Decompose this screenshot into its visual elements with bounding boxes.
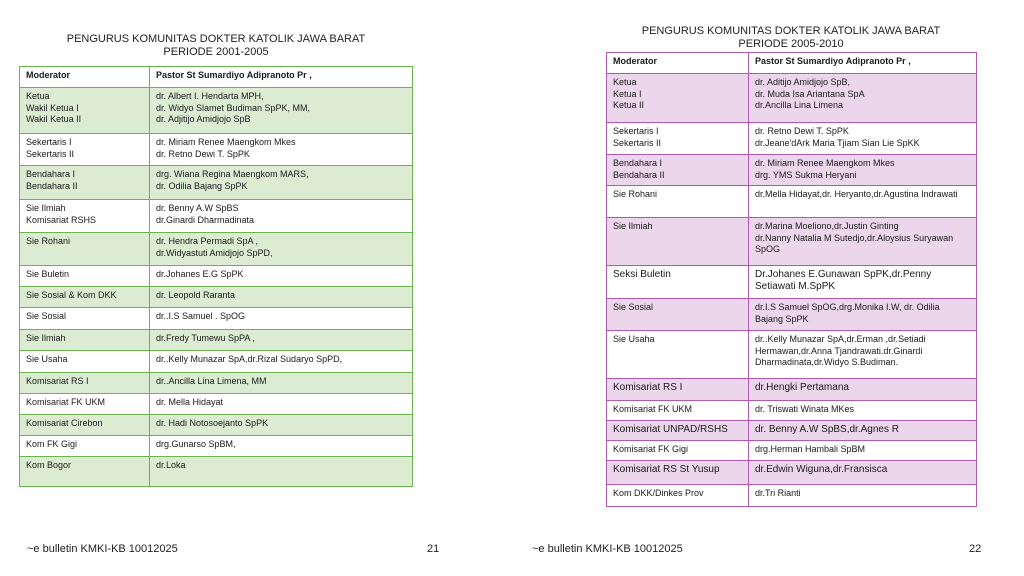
role-text: Bendahara II [613,169,665,180]
role-text: Ketua II [613,100,645,110]
names-cell [150,88,413,134]
name-text: dr. Benny A.W SpBS,dr.Agnes R [755,424,899,435]
names-cell [749,74,977,123]
name-text: dr..I.S Samuel . SpOG [156,311,246,321]
title-line: PERIODE 2005-2010 [738,38,844,50]
name-text: drg. Wiana Regina Maengkom MARS, [156,169,309,179]
names-cell [749,461,977,485]
table-row [20,233,413,266]
table-row [607,401,977,421]
role-text: Sie Ilmiah [26,203,66,213]
role-text: Wakil Ketua II [26,114,82,124]
name-text: dr.I.S Samuel SpOG,drg.Monika I.W, dr. Odilia Bajang SpPK [755,302,940,324]
role-text: Sie Usaha [613,334,655,344]
role-text: Komisariat FK UKM [613,404,693,414]
role-cell [607,266,749,299]
name-text: dr..Ancilla Lina Limena, MM [156,376,267,386]
name-text: dr. Leopold Raranta [156,290,236,300]
role-text: Sie Rohani [613,189,658,199]
name-text: dr.Loka [156,460,186,470]
table-row [607,74,977,123]
name-text: dr..Kelly Munazar SpA,dr.Erman ,dr.Setiadi Hermawan,dr.Anna Tjandrawati.dr.Ginardi Dharmadinata,dr.Widyo S.Budiman. [755,334,926,367]
names-cell [749,299,977,331]
name-text: dr. Triswati Winata MKes [755,404,855,414]
role-cell [607,155,749,186]
role-cell [20,266,150,287]
names-cell [150,200,413,233]
table-row [607,485,977,507]
role-text: Komisariat RS I [26,376,89,386]
table-row [20,266,413,287]
name-text: dr. Retno Dewi T. SpPK [156,148,250,159]
role-text: Sie Usaha [26,354,68,364]
role-text: Komisariat RS I [613,382,683,393]
table-row [20,166,413,200]
role-cell [607,441,749,461]
name-text: dr. Aditijo Amidjojo SpB, [755,77,851,87]
role-text: Bendahara I [26,169,76,179]
names-cell [749,331,977,379]
role-text: Sekertaris I [613,126,659,136]
name-text: drg. YMS Sukma Heryani [755,169,857,180]
role-text: Sie Sosial & Kom DKK [26,290,117,300]
name-text: dr. Adjitijo Amidjojo SpB [156,114,251,124]
name-text: dr..Kelly Munazar SpA,dr.Rizal Sudaryo SpPD, [156,354,343,364]
names-cell [150,351,413,373]
footer-bulletin-right: ~e bulletin KMKI-KB 10012025 [532,543,683,555]
table-row [20,88,413,134]
names-cell [749,186,977,218]
role-text: Ketua [613,77,637,87]
table-row [20,308,413,330]
role-cell [20,457,150,487]
name-text: dr. Widyo Slamet Budiman SpPK, MM, [156,102,311,113]
role-cell [20,436,150,457]
role-cell [607,401,749,421]
role-text: Kom Bogor [26,460,72,470]
name-text: dr.Ginardi Dharmadinata [156,214,255,225]
table-row [20,287,413,308]
table-row [20,134,413,166]
role-cell [20,134,150,166]
role-text: Komisariat RSHS [26,214,97,225]
role-text: Sie Ilmiah [613,221,653,231]
role-text: Ketua I [613,88,642,99]
name-text: dr.Nanny Natalia M Sutedjo,dr.Aloysius Suryawan SpOG [755,232,954,254]
table-header-row [607,53,977,74]
page-title-left [20,33,412,59]
role-cell [607,379,749,401]
role-cell [20,166,150,200]
role-text: Sie Sosial [613,302,654,312]
role-cell [20,351,150,373]
title-line: PERIODE 2001-2005 [163,46,269,58]
names-cell [150,287,413,308]
names-cell [150,308,413,330]
names-cell [749,401,977,421]
header-role-cell: Moderator [607,53,749,74]
role-cell [20,394,150,415]
table-row [607,379,977,401]
role-text: Sekertaris I [26,137,72,147]
role-text: Sie Ilmiah [26,333,66,343]
name-text: dr. Benny A.W SpBS [156,203,239,213]
role-cell [20,373,150,394]
page-title-right [606,25,976,51]
name-text: dr. Mella Hidayat [156,397,224,407]
name-text: dr. Hendra Permadi SpA , [156,236,259,246]
table-row [20,351,413,373]
role-text: Bendahara II [26,180,78,191]
table-row [607,266,977,299]
table-row [20,415,413,436]
role-cell [20,88,150,134]
table-header-row [20,67,413,88]
names-cell [749,218,977,266]
names-cell [749,266,977,299]
role-cell [607,299,749,331]
table-row [607,331,977,379]
names-cell [150,166,413,200]
name-text: dr.Johanes E.G SpPK [156,269,244,279]
names-cell [749,441,977,461]
header-names-cell: Pastor St Sumardiyo Adipranoto Pr , [749,53,977,74]
role-text: Komisariat Cirebon [26,418,103,428]
name-text: Dr.Johanes E.Gunawan SpPK,dr.Penny Setiawati M.SpPK [755,269,932,292]
name-text: dr. Miriam Renee Maengkom Mkes [755,158,895,168]
footer-bulletin-left: ~e bulletin KMKI-KB 10012025 [27,543,178,555]
table-row [20,394,413,415]
role-cell [20,200,150,233]
names-cell [150,266,413,287]
page-number-left: 21 [427,543,440,555]
role-cell [607,461,749,485]
role-text: Komisariat FK Gigi [613,444,689,454]
name-text: dr.Tri Rianti [755,488,801,498]
title-line: PENGURUS KOMUNITAS DOKTER KATOLIK JAWA BARAT [641,25,941,37]
role-cell [607,485,749,507]
role-cell [20,287,150,308]
names-cell [150,436,413,457]
names-cell [749,379,977,401]
role-text: Wakil Ketua I [26,102,79,113]
header-role-cell: Moderator [20,67,150,88]
role-text: Komisariat FK UKM [26,397,106,407]
names-cell [150,330,413,351]
table-row [607,421,977,441]
name-text: drg.Herman Hambali SpBM [755,444,866,454]
role-text: Sie Sosial [26,311,67,321]
role-text: Sekertaris II [613,137,662,148]
table-row [20,373,413,394]
role-text: Kom DKK/Dinkes Prov [613,488,704,498]
role-text: Ketua [26,91,50,101]
role-cell [607,74,749,123]
names-cell [150,394,413,415]
role-cell [607,123,749,155]
role-cell [607,421,749,441]
name-text: dr.Mella Hidayat,dr. Heryanto,dr.Agustina Indrawati [755,189,958,199]
name-text: dr.Widyastuti Amidjojo SpPD, [156,247,273,258]
table-row [607,186,977,218]
name-text: dr. Hadi Notosoejanto SpPK [156,418,269,428]
names-cell [749,155,977,186]
role-cell [20,233,150,266]
names-cell [749,421,977,441]
table-row [20,330,413,351]
header-names-cell: Pastor St Sumardiyo Adipranoto Pr , [150,67,413,88]
names-cell [150,134,413,166]
role-cell [20,308,150,330]
name-text: dr. Albert I. Hendarta MPH, [156,91,264,101]
role-cell [20,415,150,436]
name-text: dr. Miriam Renee Maengkom Mkes [156,137,296,147]
name-text: dr.Edwin Wiguna,dr.Fransisca [755,464,888,475]
title-line: PENGURUS KOMUNITAS DOKTER KATOLIK JAWA BARAT [66,33,366,45]
name-text: drg.Gunarso SpBM, [156,439,236,449]
role-cell [20,330,150,351]
role-text: Seksi Buletin [613,269,671,280]
role-cell [607,331,749,379]
names-cell [150,415,413,436]
table-row [607,155,977,186]
role-text: Sekertaris II [26,148,75,159]
table-row [20,200,413,233]
table-row [607,441,977,461]
names-cell [749,123,977,155]
table-row [607,461,977,485]
name-text: dr. Retno Dewi T. SpPK [755,126,849,136]
name-text: dr.Marina Moeliono,dr.Justin Ginting [755,221,899,231]
name-text: dr.Fredy Tumewu SpPA , [156,333,255,343]
name-text: dr.Ancilla Lina Limena [755,100,844,110]
table-row [607,299,977,331]
name-text: dr. Muda Isa Ariantana SpA [755,88,865,99]
table-row [607,123,977,155]
role-cell [607,186,749,218]
table-row [20,436,413,457]
names-cell [150,233,413,266]
role-text: Komisariat RS St Yusup [613,464,720,475]
names-cell [749,485,977,507]
name-text: dr.Jeane'dArk Maria Tjiam Sian Lie SpKK [755,137,920,148]
role-text: Bendahara I [613,158,663,168]
role-text: Sie Buletin [26,269,70,279]
role-text: Komisariat UNPAD/RSHS [613,424,728,435]
role-text: Kom FK Gigi [26,439,78,449]
role-cell [607,218,749,266]
board-table-2001-2005 [19,66,413,487]
table-row [20,457,413,487]
names-cell [150,457,413,487]
name-text: dr. Odilia Bajang SpPK [156,180,248,191]
board-table-2005-2010 [606,52,977,507]
page-number-right: 22 [969,543,982,555]
name-text: dr.Hengki Pertamana [755,382,849,393]
names-cell [150,373,413,394]
role-text: Sie Rohani [26,236,71,246]
table-row [607,218,977,266]
